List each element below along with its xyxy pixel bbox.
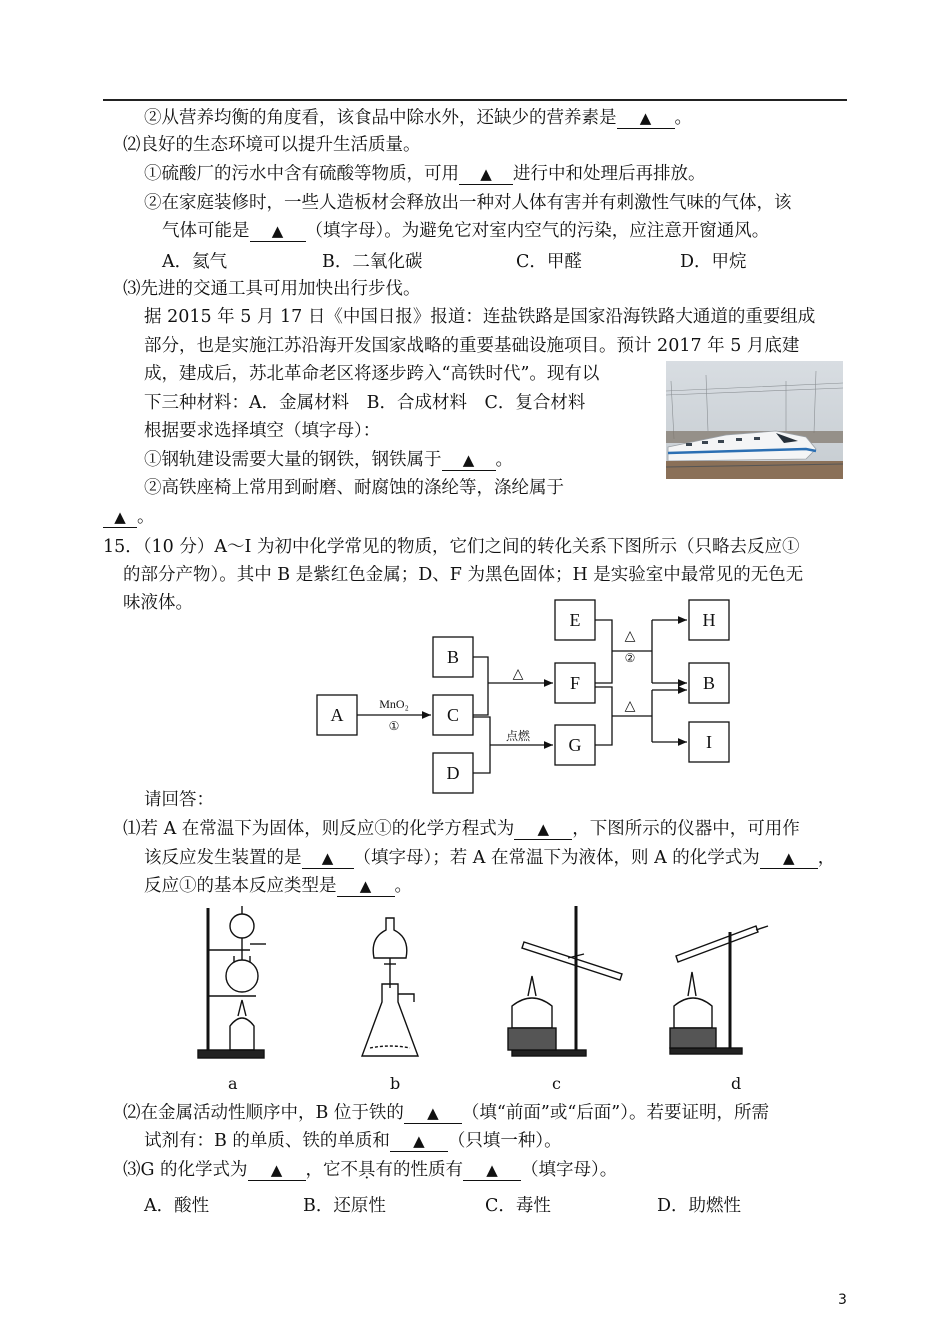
q14-line-4: ②在家庭装修时，一些人造板材会释放出一种对人体有害并有刺激性气味的气体，该 (144, 193, 792, 213)
ignite-label: 点燃 (505, 729, 531, 743)
answer-blank[interactable]: ▲ (514, 819, 572, 840)
box-e-label: E (569, 610, 581, 630)
emphasis-not-have: 不具有 (340, 1160, 394, 1180)
answer-blank[interactable]: ▲ (302, 848, 354, 869)
apparatus-a (198, 906, 266, 1058)
q14-line-3: ①硫酸厂的污水中含有硫酸等物质，可用 ▲ 进行中和处理后再排放。 (144, 164, 706, 184)
q14-line-8: 部分，也是实施江苏沿海开发国家战略的重要基础设施项目。预计 2017 年 5 月底建 (144, 336, 800, 356)
answer-blank[interactable]: ▲ (459, 164, 513, 185)
option-a: A．酸性 (144, 1196, 210, 1216)
heat-symbol: △ (512, 667, 524, 682)
q15-ask: 请回答： (144, 790, 214, 810)
q14-line-1: ②从营养均衡的角度看，该食品中除水外，还缺少的营养素是 ▲ 。 (144, 108, 692, 128)
option-d: D．甲烷 (680, 252, 747, 272)
apparatus-figure (190, 898, 830, 1068)
answer-blank[interactable]: ▲ (404, 1103, 462, 1124)
box-f-label: F (569, 673, 581, 693)
apparatus-label-a: a (228, 1074, 238, 1093)
answer-blank[interactable]: ▲ (463, 1160, 521, 1181)
reaction-1-label: ① (388, 719, 400, 733)
heat-symbol: △ (624, 629, 636, 644)
q15-p1-line-2: 该反应发生装置的是 ▲ （填字母）；若 A 在常温下为液体，则 A 的化学式为 ▲ ， (144, 848, 836, 868)
apparatus-label-d: d (731, 1074, 742, 1093)
q14-part-2: ⑵良好的生态环境可以提升生活质量。 (123, 135, 421, 155)
q14-line-7: 据 2015 年 5 月 17 日《中国日报》报道：连盐铁路是国家沿海铁路大通道的重要组成 (144, 307, 816, 327)
q14-part-3: ⑶先进的交通工具可用加快出行步伐。 (123, 279, 421, 299)
option-d: D．助燃性 (657, 1196, 742, 1216)
option-c: C．毒性 (485, 1196, 551, 1216)
answer-blank[interactable]: ▲ (250, 221, 306, 242)
answer-blank[interactable]: ▲ (760, 848, 818, 869)
answer-blank[interactable]: ▲ (442, 450, 496, 471)
apparatus-c (508, 906, 622, 1056)
answer-blank[interactable]: ▲ (390, 1131, 448, 1152)
q15-p1-line-1: ⑴若 A 在常温下为固体，则反应①的化学方程式为 ▲ ，下图所示的仪器中，可用作 (123, 819, 800, 839)
answer-blank[interactable]: ▲ (337, 876, 395, 897)
q15-p2-line-1: ⑵在金属活动性顺序中，B 位于铁的 ▲ （填“前面”或“后面”）。若要证明，所需 (123, 1103, 769, 1123)
q15-p2-line-2: 试剂有：B 的单质、铁的单质和 ▲ （只填一种）。 (144, 1131, 562, 1151)
apparatus-d (670, 926, 768, 1054)
box-b2-label: B (702, 673, 716, 693)
option-c: C．甲醛 (516, 252, 582, 272)
answer-blank[interactable]: ▲ (103, 507, 137, 528)
box-i-label: I (706, 732, 712, 752)
apparatus-b (362, 918, 418, 1056)
box-c-label: C (446, 705, 460, 725)
apparatus-label-c: c (552, 1074, 561, 1093)
answer-blank[interactable]: ▲ (248, 1160, 306, 1181)
option-b: B．二氧化碳 (322, 252, 423, 272)
box-b-label: B (446, 647, 460, 667)
q14-line-13: ②高铁座椅上常用到耐磨、耐腐蚀的涤纶等，涤纶属于 (144, 478, 564, 498)
q14-line-10: 下三种材料：A．金属材料 B．合成材料 C．复合材料 (144, 393, 586, 413)
q14-line-5: 气体可能是 ▲ （填字母）。为避免它对室内空气的污染，应注意开窗通风。 (162, 221, 770, 241)
box-d-label: D (446, 763, 460, 783)
apparatus-label-b: b (390, 1074, 401, 1093)
q15-heading: 15．（10 分）A～I 为初中化学常见的物质，它们之间的转化关系下图所示（只略去反应① (103, 537, 800, 557)
q14-line-14: ▲ 。 (103, 505, 155, 529)
catalyst-label: MnO₂ (379, 697, 409, 711)
box-a-label: A (330, 705, 344, 725)
option-b: B．还原性 (303, 1196, 386, 1216)
reaction-2-label: ② (624, 651, 636, 665)
q14-line-12: ①钢轨建设需要大量的钢铁，钢铁属于 ▲ 。 (144, 450, 513, 470)
option-a: A．氦气 (162, 252, 228, 272)
page-number: 3 (838, 1292, 847, 1308)
q15-p1-line-3: 反应①的基本反应类型是 ▲ 。 (144, 876, 412, 896)
q14-line-9: 成，建成后，苏北革命老区将逐步跨入“高铁时代”。现有以 (144, 364, 600, 384)
answer-blank[interactable]: ▲ (617, 108, 675, 129)
q15-p3-line: ⑶G 的化学式为 ▲ ，它不具有的性质有 ▲ （填字母）。 (123, 1160, 618, 1180)
q15-line-2: 的部分产物）。其中 B 是紫红色金属；D、F 为黑色固体；H 是实验室中最常见的无色无 (123, 565, 804, 585)
q14-line-11: 根据要求选择填空（填字母）： (144, 421, 381, 441)
heat-symbol: △ (624, 699, 636, 714)
q15-line-3: 味液体。 (123, 593, 193, 613)
box-h-label: H (702, 610, 716, 630)
box-g-label: G (568, 735, 582, 755)
